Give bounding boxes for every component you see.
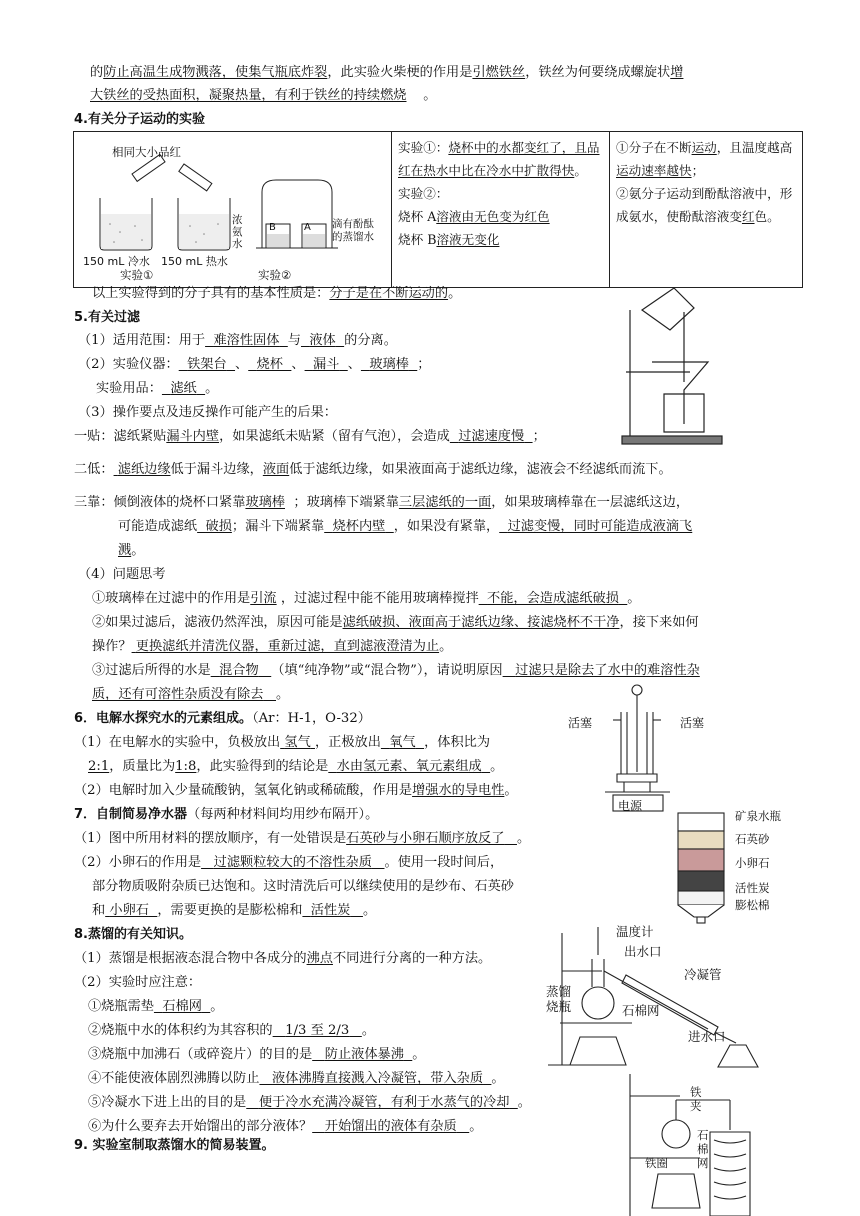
- s5-q3-b: 质，还有可溶性杂质没有除去 。: [92, 687, 290, 702]
- fig1-hot-label: 150 mL 热水: [161, 255, 228, 268]
- s5-scope: （1）适用范围：用于 难溶性固体 与 液体 的分离。: [78, 333, 397, 348]
- s6-q1-b: 2:1，质量比为1:8，此实验得到的结论是 水由氢元素、氧元素组成 。: [88, 759, 504, 774]
- purifier-cotton: 膨松棉: [735, 898, 770, 912]
- simple-distill-ring: 铁圈: [645, 1156, 668, 1170]
- s5-q3-a: ③过滤后所得的水是 混合物 （填“纯净物”或“混合物”），请说明原因 过滤只是除去了水中的难溶性杂: [92, 663, 700, 678]
- s5-one-stick: 一贴：滤纸紧贴漏斗内壁，如果滤纸未贴紧（留有气泡），会造成 过滤速度慢 ；: [74, 429, 546, 444]
- simple-distill-gauze: 石棉网: [697, 1128, 709, 1170]
- observation-cell: 实验①：烧杯中的水都变红了，且品红在热水中比在冷水中扩散得快。 实验②： 烧杯 A溶液由无色变为红色 烧杯 B溶液无变化: [392, 132, 610, 288]
- section-6-title: 6．电解水探究水的元素组成。（Ar：H-1，O-32）: [74, 711, 371, 726]
- experiment-figure-cell: [74, 132, 392, 288]
- purifier-carbon: 活性炭: [735, 881, 770, 895]
- simple-distill-clamp: 铁夹: [690, 1085, 702, 1113]
- s7-q2: （2）小卵石的作用是 过滤颗粒较大的不溶性杂质 。使用一段时间后，: [74, 855, 504, 870]
- fig1-label: 实验①: [120, 268, 154, 282]
- conclusion-cell: ①分子在不断运动，且温度越高运动速率越快； ②氨分子运动到酚酞溶液中，形成氨水，使酚酞溶液变红色。: [610, 132, 803, 288]
- s8-n5: ⑤冷凝水下进上出的目的是 便于冷水充满冷凝管，有利于水蒸气的冷却 。: [88, 1095, 531, 1110]
- s5-two-low: 二低： 滤纸边缘低于漏斗边缘，液面低于滤纸边缘，如果液面高于滤纸边缘，滤液会不经滤纸而流下。: [74, 462, 672, 477]
- distill-gauze: 石棉网: [622, 1003, 660, 1018]
- s5-three-lean-2: 可能造成滤纸 破损；漏斗下端紧靠 烧杯内壁 ，如果没有紧靠， 过滤变慢，同时可能造成液滴飞: [118, 519, 693, 534]
- s5-points-title: （3）操作要点及违反操作可能产生的后果：: [78, 405, 337, 420]
- fig2-A: A: [304, 222, 311, 233]
- simple-distillation-figure: [610, 1070, 760, 1216]
- s8-n2: ②烧瓶中水的体积约为其容积的 1/3 至 2/3 。: [88, 1023, 375, 1038]
- top-line-1: 的防止高温生成物溅落，使集气瓶底炸裂，此实验火柴梗的作用是引燃铁丝，铁丝为何要绕成螺旋状增: [90, 65, 684, 80]
- filtration-figure: [612, 282, 737, 452]
- s8-n3: ③烧瓶中加沸石（或碎瓷片）的目的是 防止液体暴沸 。: [88, 1047, 426, 1062]
- water-purifier-figure: [672, 805, 732, 925]
- s4-summary: 以上实验得到的分子具有的基本性质是：分子是在不断运动的。: [92, 286, 462, 301]
- distill-thermometer: 温度计: [616, 924, 654, 939]
- molecule-experiment-table: [73, 131, 803, 288]
- fig2-label: 实验②: [258, 268, 292, 282]
- s8-q1: （1）蒸馏是根据液态混合物中各成分的沸点不同进行分离的一种方法。: [74, 951, 492, 966]
- s5-instruments: （2）实验仪器： 铁架台 、 烧杯 、 漏斗 、 玻璃棒 ；: [78, 357, 431, 372]
- distill-inlet: 进水口: [688, 1029, 726, 1044]
- s5-supplies: 实验用品： 滤纸 。: [96, 381, 219, 396]
- fig1-caption: 相同大小品红: [112, 145, 181, 159]
- s5-q1: ①玻璃棒在过滤中的作用是引流 ，过滤过程中能不能用玻璃棒搅拌 不能，会造成滤纸破损 。: [92, 591, 641, 606]
- s6-q2: （2）电解时加入少量硫酸钠，氢氧化钠或稀硫酸，作用是增强水的导电性。: [74, 783, 518, 798]
- purifier-pebbles: 小卵石: [735, 856, 770, 870]
- s5-questions-title: （4）问题思考: [78, 567, 166, 582]
- section-7-title: 7．自制简易净水器（每两种材料间均用纱布隔开）。: [74, 807, 379, 822]
- s8-n6: ⑥为什么要弃去开始馏出的部分液体？ 开始馏出的液体有杂质 。: [88, 1119, 483, 1134]
- s8-n4: ④不能使液体剧烈沸腾以防止 液体沸腾直接溅入冷凝管，带入杂质 。: [88, 1071, 505, 1086]
- section-8-title: 8.蒸馏的有关知识。: [74, 927, 192, 942]
- s8-n1: ①烧瓶需垫 石棉网 。: [88, 999, 224, 1014]
- s5-q2-b: 操作？ 更换滤纸并清洗仪器，重新过滤，直到滤液澄清为止。: [92, 639, 453, 654]
- s7-q1: （1）图中所用材料的摆放顺序，有一处错误是石英砂与小卵石顺序放反了 。: [74, 831, 531, 846]
- s5-three-lean-3: 溅。: [118, 543, 145, 558]
- s8-q2: （2）实验时应注意：: [74, 975, 202, 990]
- distill-flask: 蒸馏烧瓶: [546, 984, 572, 1014]
- fig2-B: B: [269, 222, 276, 233]
- electrolysis-power: 电源: [618, 799, 643, 813]
- section-5-title: 5.有关过滤: [74, 310, 140, 325]
- purifier-quartz: 石英砂: [735, 832, 770, 846]
- electrolysis-valve-left: 活塞: [568, 716, 593, 730]
- section-9-title: 9. 实验室制取蒸馏水的简易装置。: [74, 1138, 275, 1153]
- top-line-2: 大铁丝的受热面积，凝聚热量，有利于铁丝的持续燃烧 。: [90, 88, 437, 103]
- s5-q2-a: ②如果过滤后，滤液仍然浑浊，原因可能是滤纸破损、液面高于滤纸边缘、接滤烧杯不干净，接下来如何: [92, 615, 699, 630]
- s5-three-lean-1: 三靠：倾倒液体的烧杯口紧靠玻璃棒 ；玻璃棒下端紧靠三层滤纸的一面，如果玻璃棒靠在一层滤纸这边，: [74, 495, 690, 510]
- fig2-phenol-label: 滴有酚酞的蒸馏水: [332, 218, 374, 243]
- purifier-bottle: 矿泉水瓶: [735, 809, 781, 823]
- section-4-title: 4.有关分子运动的实验: [74, 112, 205, 127]
- s7-q2-cont: 部分物质吸附杂质已达饱和。这时清洗后可以继续使用的是纱布、石英砂: [92, 879, 514, 894]
- distill-outlet: 出水口: [624, 944, 662, 959]
- fig2-ammonia-label: 浓氨水: [232, 214, 243, 250]
- electrolysis-valve-right: 活塞: [680, 716, 705, 730]
- s7-q2-end: 和 小卵石 ，需要更换的是膨松棉和 活性炭 。: [92, 903, 377, 918]
- electrolysis-figure: [575, 682, 725, 817]
- s6-q1-a: （1）在电解水的实验中，负极放出 氢气 ，正极放出 氧气 ，体积比为: [74, 735, 491, 750]
- distill-condenser: 冷凝管: [684, 967, 722, 982]
- fig1-cold-label: 150 mL 冷水: [83, 255, 150, 268]
